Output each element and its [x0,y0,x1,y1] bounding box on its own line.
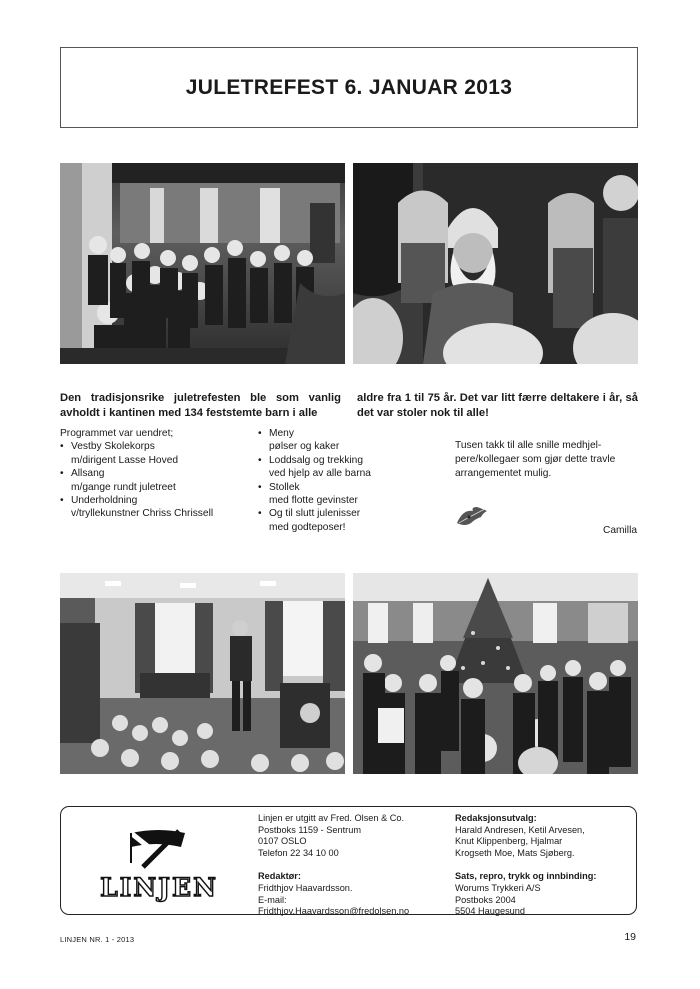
program-column-right [258,427,438,534]
editor-email: Fridthjov.Haavardsson@fredolsen.no [258,906,410,917]
linjen-logo [79,825,239,905]
committee-info: Redaksjonsutvalg: Harald Andresen, Ketil Arvesen, Knut Klippenberg, Hjalmar Krogseth Moe, Mats Sjøberg. Sats, repro, trykk og innbinding: Worums Trykkeri A/S Postboks 2004 5504 Haugesund [455,813,597,917]
editor-heading: Redaktør: [258,871,301,882]
intro-left: Den tradisjonsrike juletrefesten ble som vanlig avholdt i kantinen med 134 feststemte barn i alle [60,392,341,419]
magician-performance-photo [60,573,345,774]
signature: Camilla [603,525,637,536]
christmas-tree-dance-photo [353,573,638,774]
issue-label: LINJEN NR. 1 - 2013 [60,935,135,944]
program-column-left [60,427,250,521]
program-item: • Loddsalg og trekking ved hjelp av alle barna [258,454,438,481]
title-box [60,47,638,128]
program-heading: Programmet var uendret; [60,428,174,439]
program-item: • Allsang m/gange rundt juletreet [60,467,250,494]
intro-right: aldre fra 1 til 75 år. Det var litt færre deltakere i år, så det var stoler nok til alle! [357,392,638,419]
program-item: • Og til slutt julenisser med godteposer! [258,507,438,534]
page-title: JULETREFEST 6. JANUAR 2013 [185,75,513,99]
thanks-text: Tusen takk til alle snille medhjel-pere/kollegaer som gjør dette travle arrangementet mulig. [455,440,616,479]
committee-heading: Redaksjonsutvalg: [455,813,537,823]
children-singing-photo [60,163,345,364]
program-item: • Meny pølser og kaker [258,427,438,454]
program-item: • Underholdning v/tryllekunstner Chriss Chrissell [60,494,250,521]
program-item: • Vestby Skolekorps m/dirigent Lasse Hoved [60,440,250,467]
colophon-box [60,806,637,915]
publisher-info: Linjen er utgitt av Fred. Olsen & Co. Postboks 1159 - Sentrum 0107 OSLO Telefon 22 34 10 00 Redaktør: Fridthjov Haavardsson. E-mail: Fridthjov.Haavardsson@fredolsen.no [258,813,410,917]
page-number: 19 [624,931,636,943]
logo-text: LINJEN [100,873,218,902]
holly-leaf-icon [455,505,489,534]
print-heading: Sats, repro, trykk og innbinding: [455,871,597,882]
program-item: • Stollek med flotte gevinster [258,481,438,508]
santa-with-children-photo [353,163,638,364]
